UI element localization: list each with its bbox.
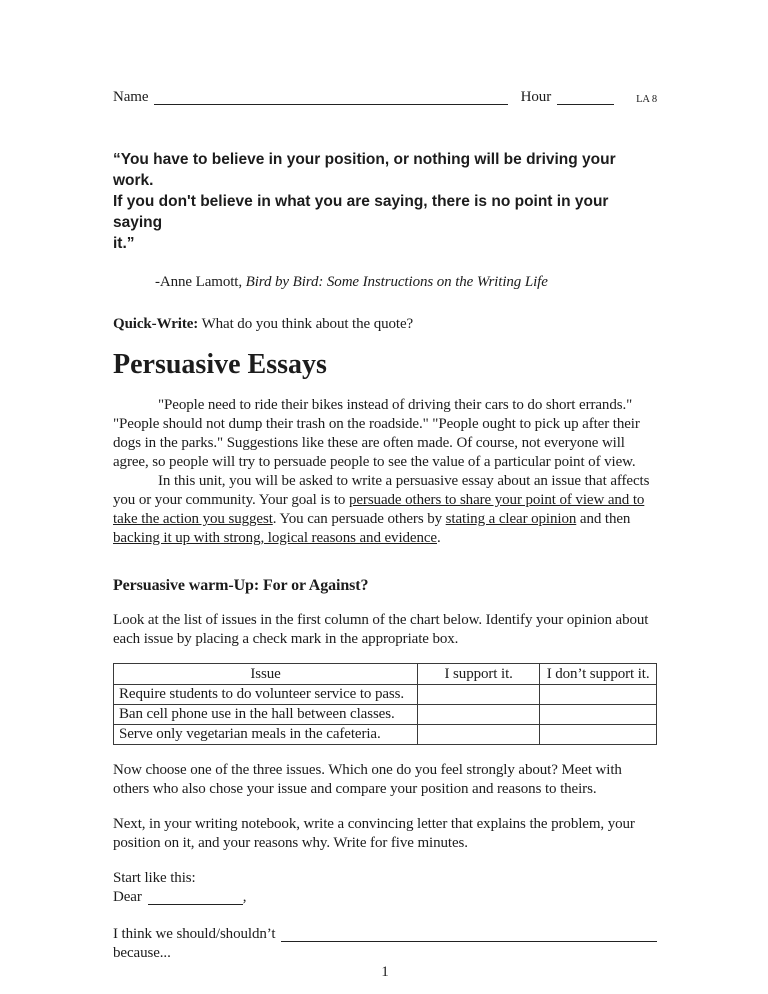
table-row bbox=[114, 725, 657, 745]
unit-paragraph-underlined-goal: persuade others to share your point of view and to take the action you suggest bbox=[113, 492, 645, 527]
dont-support-checkbox-cell bbox=[540, 685, 657, 705]
intro-paragraph: "People need to ride their bikes instead of driving their cars to do short errands." "People should not dump their trash on the roadside." "People ought to pick up after their dogs in the parks." Suggestions like these are often made. Of course, not everyone will agree, so people will try to persuade people to see the value of a particular point of view. bbox=[113, 397, 640, 470]
issue-cell: Ban cell phone use in the hall between classes. bbox=[114, 705, 418, 725]
page-title: Persuasive Essays bbox=[113, 349, 327, 380]
support-column-header: I support it. bbox=[418, 664, 540, 685]
dear-label: Dear bbox=[113, 889, 142, 905]
issue-cell: Serve only vegetarian meals in the cafeteria. bbox=[114, 725, 418, 745]
unit-paragraph-text: . You can persuade others by bbox=[272, 511, 446, 527]
warmup-heading: Persuasive warm-Up: For or Against? bbox=[113, 577, 369, 594]
quote-block bbox=[113, 149, 657, 254]
unit-paragraph-text: . bbox=[437, 530, 441, 546]
choose-issue-paragraph: Now choose one of the three issues. Which one do you feel strongly about? Meet with others who also chose your issue and compare your position and reasons to theirs. bbox=[113, 762, 622, 797]
dont-support-column-header: I don’t support it. bbox=[540, 664, 657, 685]
table-row bbox=[114, 685, 657, 705]
quote-line: If you don't believe in what you are saying, there is no point in your saying bbox=[113, 193, 609, 231]
because-label: because... bbox=[113, 945, 171, 961]
unit-paragraph bbox=[113, 472, 657, 548]
dear-fill-in-line bbox=[148, 904, 243, 905]
unit-paragraph-text: In this unit, you will be asked to write a persuasive essay about an issue that affects you or your community. Your goal is to bbox=[113, 473, 650, 508]
unit-paragraph-underlined-opinion: stating a clear opinion bbox=[445, 511, 577, 527]
warmup-instructions: Look at the list of issues in the first column of the chart below. Identify your opinion about each issue by placing a check mark in the appropriate box. bbox=[113, 612, 649, 647]
support-checkbox-cell bbox=[418, 705, 540, 725]
page-number: 1 bbox=[381, 964, 389, 980]
support-checkbox-cell bbox=[418, 725, 540, 745]
table-row bbox=[114, 705, 657, 725]
support-checkbox-cell bbox=[418, 685, 540, 705]
name-label: Name bbox=[113, 89, 149, 105]
issues-table bbox=[113, 663, 657, 745]
attribution-book-title: Bird by Bird: Some Instructions on the Writing Life bbox=[245, 274, 548, 290]
name-fill-in-line bbox=[154, 104, 507, 105]
think-fill-in-line bbox=[281, 941, 657, 942]
name-hour-row bbox=[113, 88, 657, 107]
quick-write-prompt bbox=[113, 315, 657, 334]
start-block bbox=[113, 869, 657, 907]
dear-comma: , bbox=[242, 889, 247, 905]
unit-paragraph-underlined-evidence: backing it up with strong, logical reasons and evidence bbox=[113, 530, 437, 546]
issues-table-header-row bbox=[114, 664, 657, 685]
issue-column-header: Issue bbox=[114, 664, 418, 685]
issue-cell: Require students to do volunteer service to pass. bbox=[114, 685, 418, 705]
attribution-author: -Anne Lamott, bbox=[155, 274, 246, 290]
hour-label: Hour bbox=[520, 89, 552, 105]
unit-paragraph-text: and then bbox=[576, 511, 631, 527]
start-label: Start like this: bbox=[113, 870, 196, 886]
letter-instructions-paragraph: Next, in your writing notebook, write a convincing letter that explains the problem, your position on it, and your reasons why. Write for five minutes. bbox=[113, 816, 635, 851]
think-line bbox=[113, 925, 657, 944]
quick-write-text: What do you think about the quote? bbox=[198, 316, 414, 332]
page-footer bbox=[113, 963, 657, 994]
dont-support-checkbox-cell bbox=[540, 705, 657, 725]
quote-line: it.” bbox=[113, 235, 135, 252]
think-block bbox=[113, 907, 657, 963]
quick-write-label: Quick-Write: bbox=[113, 316, 199, 332]
course-code: LA 8 bbox=[636, 94, 657, 105]
dont-support-checkbox-cell bbox=[540, 725, 657, 745]
dear-line bbox=[113, 888, 657, 907]
quote-line: “You have to believe in your position, or nothing will be driving your work. bbox=[113, 151, 616, 189]
think-label: I think we should/shouldn’t bbox=[113, 926, 276, 942]
quote-attribution bbox=[113, 273, 657, 292]
hour-fill-in-line bbox=[557, 104, 614, 105]
